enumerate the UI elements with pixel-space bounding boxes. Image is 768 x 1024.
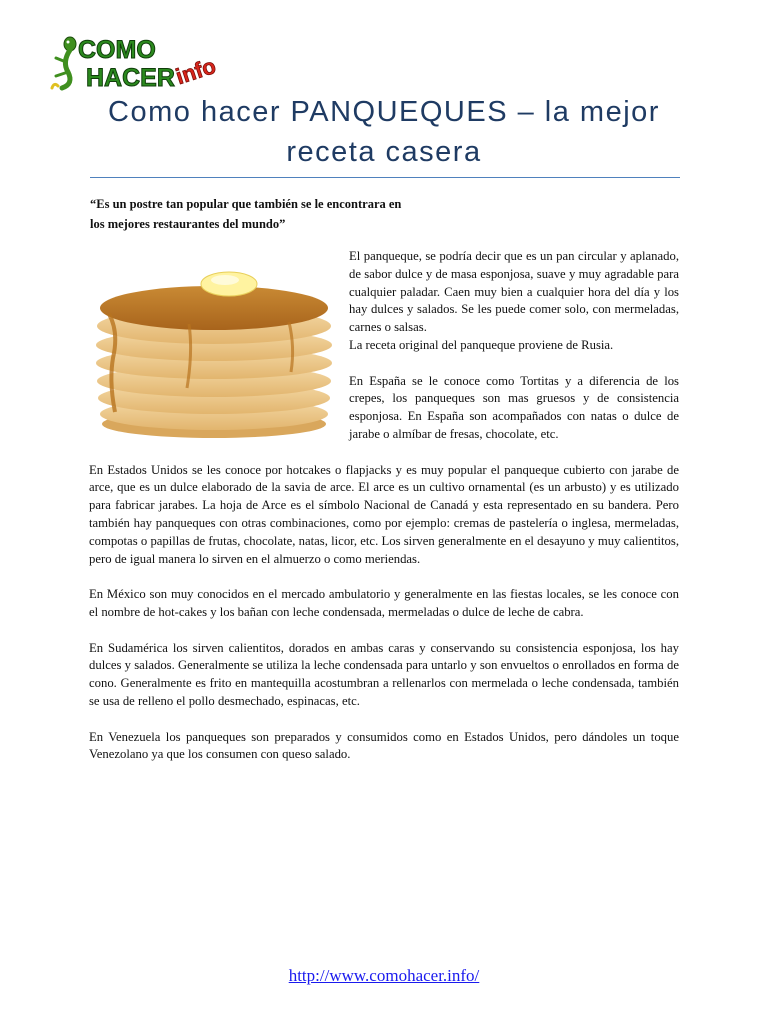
gecko-mascot-icon — [52, 37, 76, 88]
pancake-stack-image — [89, 262, 339, 440]
paragraph-usa: En Estados Unidos se les conoce por hotcakes o flapjacks y es muy popular el panqueque cubierto con jarabe de arce, que es un dulce elaborado de la savia de arce. El arce es un cultivo ornamental (es un arbusto) y es utilizado para fabricar jarabes. La hoja de Arce es el símbolo Nacional de Canadá y esta representado en su bandera. Pero también hay panqueques con otras combinaciones, como por ejemplo: cremas de pastelería o inglesa, mermeladas, compotas o papillas de frutas, chocolate, natas, licor, etc. Los sirven generalmente en el desayuno y muy calientitos, pero de igual manera lo sirven en el almuerzo o como meriendas. — [89, 462, 679, 566]
paragraph-definition: El panqueque, se podría decir que es un pan circular y aplanado, de sabor dulce y de masa esponjosa, suave y muy agradable para cualquier paladar. Caen muy bien a cualquier hora del día y los hay dulces y salados. Se les puede comer solo, con mermeladas, carnes o salsas. — [349, 249, 679, 335]
butter-pat — [201, 272, 257, 296]
page-title-line1: Como hacer PANQUEQUES – la mejor — [108, 96, 660, 128]
paragraph-spain: En España se le conoce como Tortitas y a diferencia de los crepes, los panqueques son mas gruesos y de consistencia esponjosa. En España son acompañados con natas o dulce de jarabe o almíbar de fresas, chocolate, etc. — [349, 373, 679, 441]
site-logo — [48, 32, 230, 92]
title-divider — [90, 177, 680, 178]
intro-quote-line1: “Es un postre tan popular que también se le encontrara en — [90, 197, 402, 211]
paragraph-origin: La receta original del panqueque proviene de Rusia. — [349, 337, 614, 352]
article-body — [89, 248, 679, 782]
paragraph-venezuela: En Venezuela los panqueques son preparados y consumidos como en Estados Unidos, pero dándoles un toque Venezolano ya que los consumen con queso salado. — [89, 729, 679, 762]
logo-info-badge: info — [172, 53, 219, 90]
page-title-line2: receta casera — [286, 136, 482, 168]
paragraph-south-america: En Sudamérica los sirven calientitos, dorados en ambas caras y conservando su consistencia esponjosa, los hay dulces y salados. Generalmente se utiliza la leche condensada para untarlo y son envueltos o enrollados en forma de cono. Generalmente es frito en mantequilla acostumbran a rellenarlos con mermelada o leche condensada, también se usa de relleno el pollo desmechado, espinacas, etc. — [89, 640, 679, 708]
page-title — [90, 92, 678, 172]
logo-como-text: COMO — [78, 36, 156, 64]
pancake-layers — [96, 286, 332, 438]
intro-quote — [90, 194, 490, 234]
footer — [0, 966, 768, 986]
intro-quote-line2: los mejores restaurantes del mundo” — [90, 217, 286, 231]
footer-site-link[interactable]: http://www.comohacer.info/ — [288, 966, 480, 985]
paragraph-mexico: En México son muy conocidos en el mercado ambulatorio y generalmente en las fiestas locales, se les conoce con el nombre de hot-cakes y los bañan con leche condensada, mermeladas o dulce de leche de cabra. — [89, 587, 679, 619]
logo-hacer-text: HACER — [86, 64, 175, 92]
